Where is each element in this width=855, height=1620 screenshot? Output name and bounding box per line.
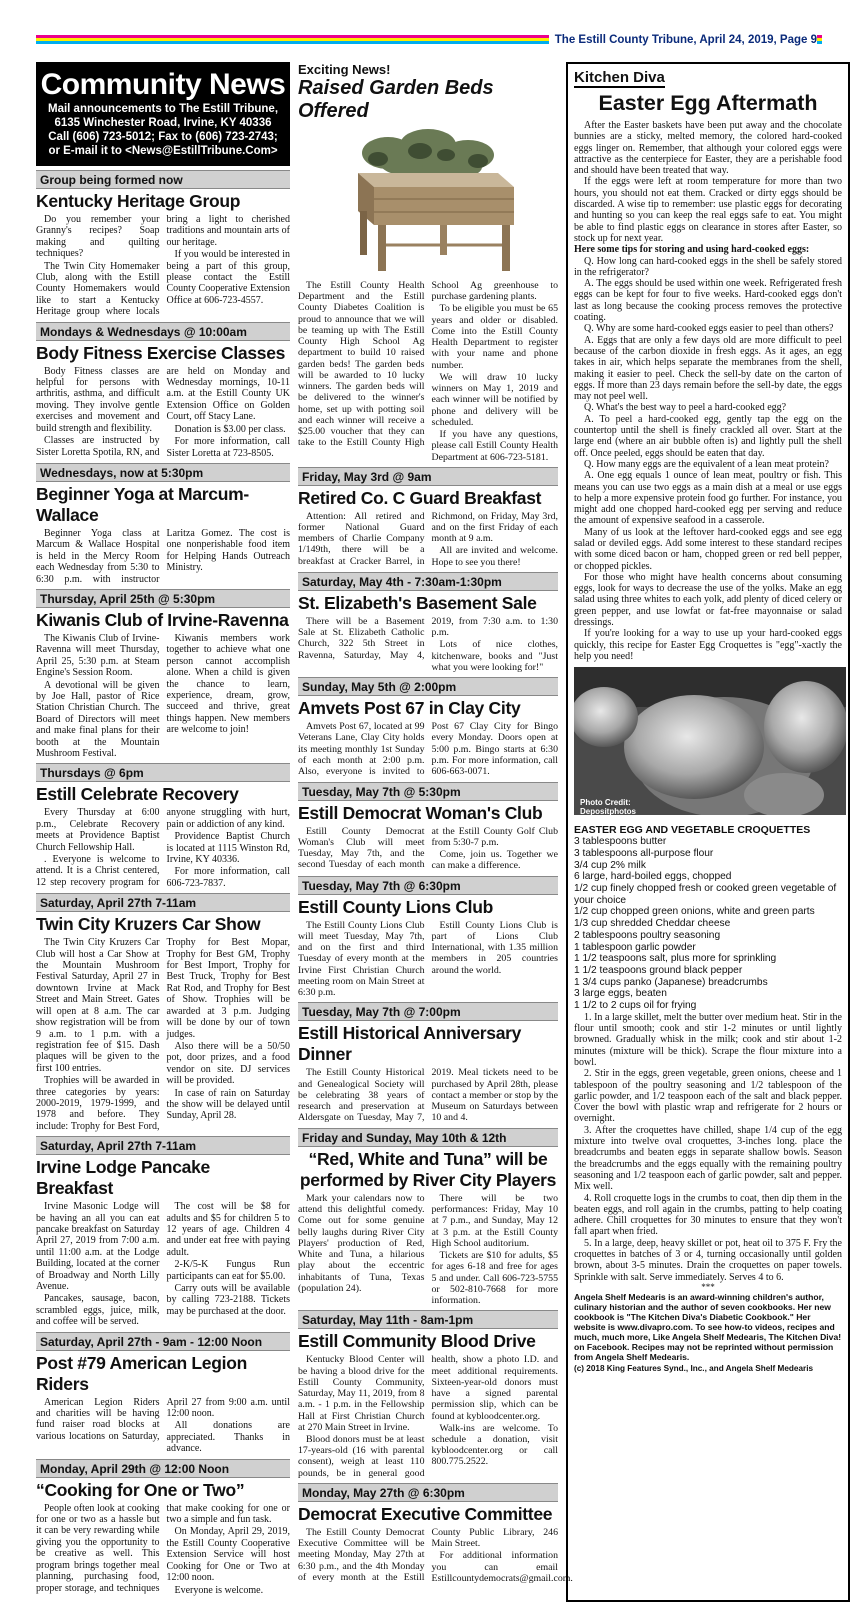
story-paragraph: Come, join us. Together we can make a difference. xyxy=(431,849,558,872)
left-column xyxy=(36,62,290,1596)
news-story xyxy=(298,1002,558,1124)
story-headline: Kiwanis Club of Irvine-Ravenna xyxy=(36,609,289,630)
story-headline: Kentucky Heritage Group xyxy=(36,191,241,211)
news-story xyxy=(36,589,290,759)
masthead-address-line: Mail announcements to The Estill Tribune, xyxy=(47,103,279,115)
raised-garden-bed-photo xyxy=(328,125,528,277)
garden-story xyxy=(298,62,558,463)
story-body xyxy=(298,1526,573,1584)
story-paragraph: Mark your calendars now to attend this delightful comedy. Come out for some genuine belly laughs during River City Players' production of Red, White and Tuna, a hilarious play about the eccentric inhabitants of Tuna, Texas (population 24). xyxy=(298,1193,425,1294)
story-paragraph: The Kiwanis Club of Irvine-Ravenna will meet Thursday, April 25, 5:30 p.m. at Steam Engine's Session Room. xyxy=(36,632,160,679)
news-story xyxy=(298,876,558,999)
left-column-stories xyxy=(36,170,290,1596)
ingredient-item: 3 tablespoons all-purpose flour xyxy=(574,847,714,859)
story-date-bar: Monday, May 27th @ 6:30pm xyxy=(298,1483,558,1502)
kitchen-paragraph: A. Eggs that are only a few days old are more difficult to peel because of the carbon dioxide in fresh eggs. As it ages, an egg takes in air, which helps separate the membranes from the shell, making it easier to peel. Check the sell-by date on the carton of eggs. If more than 23 days remain before the sell-by date, the eggs may not peel well. xyxy=(574,334,842,403)
story-body xyxy=(298,826,558,872)
story-body xyxy=(36,214,290,318)
recipe-step: 1. In a large skillet, melt the butter over medium heat. Stir in the flour until smooth; cook and stir 1-2 minutes or until lightly browned. Gradually whisk in the milk; cook and stir about 1-2 minutes (mixture will be thick). Scrape the flour mixture into a bowl. xyxy=(574,1011,842,1068)
story-paragraph: Also there will be a 50/50 pot, door prizes, and a food vendor on site. DJ services will be provided. xyxy=(166,1040,290,1087)
story-paragraph: On Monday, April 29, 2019, the Estill County Cooperative Extension Service will host Cooking for One or Two at 12:00 noon. xyxy=(166,1526,290,1584)
news-story xyxy=(298,1310,558,1479)
kitchen-paragraph: After the Easter baskets have been put away and the chocolate bunnies are a sticky, melted memory, the colored hard-cooked eggs linger on. Remember, that although your colored eggs were attractive as the centerpiece for Easter, they are a perishable food and should have been treated that way. xyxy=(574,120,842,177)
story-paragraph: People often look at cooking for one or two as a hassle but it can be very rewarding while giving you the opportunity to be creative as well. This program brings together meal planning, purchasing food, proper storage, and techniques that make cooking for one or two a simple and fun task. xyxy=(36,1502,290,1594)
story-paragraph: The cost will be $8 for adults and $5 for children 5 to 12 years of age. Children 4 and under eat free with paying adult. xyxy=(166,1201,290,1258)
garden-headline: Raised Garden Beds Offered xyxy=(298,77,494,122)
story-paragraph: If you have any questions, please call Estill County Health Department at 606-723-5181. xyxy=(431,429,558,463)
ingredient-item: 1/2 cup chopped green onions, white and green parts xyxy=(574,906,815,918)
ingredient-item: 6 large, hard-boiled eggs, chopped xyxy=(574,871,732,883)
story-paragraph: The Estill County Health Department and the Estill County Diabetes Coalition is proud to announce that we will be teaming up with The Estill County High School Ag department to build 10 raised garden beds! The garden beds will be awarded to 10 lucky winners. The garden beds will be delivered to the winner's home, set up with potting soil and each winner will receive a $25.00 voucher that they can take to the Estill County High School Ag greenhouse to purchase gardening plants. xyxy=(298,280,558,449)
ingredient-item: 1/2 cup finely chopped fresh or cooked green vegetable of your choice xyxy=(574,883,837,906)
recipe-steps xyxy=(574,1012,842,1283)
ingredient-item: 1 1/2 teaspoons ground black pepper xyxy=(574,964,743,976)
kitchen-diva-box xyxy=(566,62,850,1602)
story-paragraph: Kentucky Blood Center will be having a blood drive for the Estill County Community, Saturday, May 11, 2019, from 8 a.m. - 1 p.m. in the Fellowship Hall at First Christian Church at 270 Main Street in Irvine. xyxy=(298,1354,425,1433)
story-paragraph: The Twin City Kruzers Car Club will host a Car Show at the Mountain Mushroom Festival Saturday, April 27 in downtown Irvine at Mack Street and Main Street. Gates will open at 8 a.m. The car show registration will be from 9 a.m. to 1 p.m. with a registration fee of $15. Dash plaques will be given to the first 100 entries. xyxy=(36,937,160,1074)
story-body xyxy=(36,366,290,459)
story-headline: Twin City Kruzers Car Show xyxy=(36,914,261,935)
kitchen-body xyxy=(574,120,842,662)
story-date-bar: Monday, April 29th @ 12:00 Noon xyxy=(36,1459,290,1478)
story-headline: Beginner Yoga at Marcum-Wallace xyxy=(36,483,249,525)
story-headline: “Red, White and Tuna” will be performed by River City Players xyxy=(299,1149,557,1191)
story-paragraph: All are invited and welcome. Hope to see you there! xyxy=(431,545,558,568)
story-paragraph: The Estill County Democrat Executive Committee will be meeting Monday, May 27th at 6:30 p.m., and the 4th Monday of every month at the Estill County Public Library, 246 Main Street. xyxy=(298,1526,558,1583)
story-paragraph: Do you remember your Granny's recipes? Soap making and quilting techniques? xyxy=(36,214,160,260)
news-story xyxy=(36,1459,290,1596)
story-paragraph: Kiwanis members work together to achieve what one person cannot accomplish alone. When a child is given the chance to learn, experience, dream, grow, succeed and thrive, great things happen. New members are welcome to join! xyxy=(166,632,290,736)
story-paragraph: Providence Baptist Church is located at 1115 Winston Rd, Irvine, KY 40336. xyxy=(166,831,290,866)
author-bio: Angela Shelf Medearis is an award-winning children's author, culinary historian and the author of seven cookbooks. Her new cookbook is "The Kitchen Diva's Diabetic Cookbook." Her website is www.divapro.com. To see how-to videos, recipes and much, much more, Like Angela Shelf Medearis, The Kitchen Diva! on Facebook. Recipes may not be reprinted without permission from Angela Shelf Medearis. xyxy=(574,1291,842,1362)
story-headline: Retired Co. C Guard Breakfast xyxy=(298,487,542,508)
story-date-bar: Saturday, May 4th - 7:30am-1:30pm xyxy=(298,572,558,591)
story-paragraph: Trophies will be awarded in three categories by years: 2000-2019, 1979-1999, and 1978 and before. They include: Trophy for Best Ford, Trophy for Best Mopar, Trophy for Best GM, Trophy for Best Import, Trophy for Best Truck, Trophy for Best Rat Rod, and Trophy for Best of Show. Trophies will be awarded at 3 p.m. Judging will be done by our of town judges. xyxy=(36,937,290,1132)
photo-credit-line: Photo Credit: xyxy=(580,798,631,808)
kitchen-diva-label: Kitchen Diva xyxy=(574,69,665,86)
story-paragraph: Classes are instructed by Sister Loretta Spotila, RN, and are held on Monday and Wednesday mornings, 10-11 a.m. at the Estill County UK Extension Office on Golden Court, off Stacy Lane. xyxy=(36,365,290,458)
masthead-title: Community News xyxy=(40,68,286,101)
story-paragraph: There will be two performances: Friday, May 10 at 7 p.m., and Sunday, May 12 at 3 p.m. at the Estill County High School auditorium. xyxy=(431,1193,558,1249)
story-date-bar: Tuesday, May 7th @ 6:30pm xyxy=(298,876,558,895)
story-headline: Estill Community Blood Drive xyxy=(298,1331,536,1352)
story-date-bar: Friday and Sunday, May 10th & 12th xyxy=(298,1128,558,1147)
community-news-masthead xyxy=(36,62,290,166)
story-paragraph: To be eligible you must be 65 years and older or disabled. Come into the Estill County Health Department to register with your name and phone number. xyxy=(431,303,558,371)
kitchen-paragraph: If you're looking for a way to use up your hard-cooked eggs quickly, this recipe for Easter Egg Croquettes is "egg"-xactly the help you need! xyxy=(574,628,842,662)
story-paragraph: Irvine Masonic Lodge will be having an all you can eat pancake breakfast on Saturday April 27, 2019 from 7:00 a.m. until 11:00 a.m. at the Lodge Building, located at the corner of Broadway and North Lilly Avenue. xyxy=(36,1201,160,1292)
kitchen-paragraph: If the eggs were left at room temperature for more than two hours, you should not eat them. Cracked or dirty eggs should be discarded. A wise tip to remember: use plastic eggs for decorating and hunting so you can keep the real eggs safe to eat. You might be able to find plastic eggs on clearance in stores after Easter, so stock up for next year. xyxy=(574,176,842,244)
story-paragraph: For additional information you can email Estillcountydemocrats@gmail.com. xyxy=(431,1550,573,1584)
news-story xyxy=(298,1128,558,1306)
news-story xyxy=(36,170,290,318)
story-headline: Irvine Lodge Pancake Breakfast xyxy=(36,1157,210,1199)
ingredient-item: 3 tablespoons butter xyxy=(574,836,667,848)
story-body xyxy=(36,1201,290,1327)
story-paragraph: Pancakes, sausage, bacon, scrambled eggs, juice, milk, and coffee will be served. xyxy=(36,1293,160,1328)
news-story xyxy=(298,1483,573,1584)
story-paragraph: We will draw 10 lucky winners on May 1, 2019 and each winner will be notified by phone and delivery will be scheduled. xyxy=(431,371,558,428)
kitchen-paragraph: Q. What's the best way to peel a hard-cooked egg? xyxy=(584,402,787,414)
story-headline: Democrat Executive Committee xyxy=(298,1503,553,1524)
story-date-bar: Friday, May 3rd @ 9am xyxy=(298,467,558,486)
story-headline: “Cooking for One or Two” xyxy=(36,1479,245,1500)
news-story xyxy=(36,893,290,1132)
masthead-email-line: or E-mail it to <News@EstillTribune.Com> xyxy=(48,145,278,157)
story-paragraph: Walk-ins are welcome. To schedule a donation, visit kybloodcenter.org or call 800.775.2522. xyxy=(431,1422,558,1468)
news-story xyxy=(298,677,558,778)
story-date-bar: Group being formed now xyxy=(36,170,290,189)
story-paragraph: Estill County Lions Club is part of Lions Club International, with 1.35 million members in 205 countries around the world. xyxy=(431,919,558,976)
story-paragraph: The Estill County Lions Club will meet Tuesday, May 7th, and on the first and third Tuesday of every month at the Irvine First Christian Church meeting room on Main Street at 6:30 p.m. xyxy=(298,919,425,999)
tips-heading: Here some tips for storing and using hard-cooked eggs: xyxy=(574,244,810,256)
masthead-address-line: 6135 Winchester Road, Irvine, KY 40336 xyxy=(54,117,272,129)
story-paragraph: Body Fitness classes are helpful for persons with arthritis, asthma, and difficult moving. They involve gentle exercises and movement and build strength and flexibility. xyxy=(36,365,160,434)
news-story xyxy=(36,763,290,889)
story-headline: Post #79 American Legion Riders xyxy=(36,1352,247,1394)
story-paragraph: Everyone is welcome. xyxy=(174,1584,264,1596)
story-paragraph: All donations are appreciated. Thanks in advance. xyxy=(166,1420,290,1455)
page-folio: The Estill County Tribune, April 24, 2019, Page 9 xyxy=(549,34,817,46)
news-story xyxy=(36,1332,290,1455)
story-body xyxy=(298,1354,558,1479)
story-headline: Estill Democrat Woman's Club xyxy=(298,802,543,823)
story-paragraph: 2-K/5-K Fungus Run participants can eat for $5.00. xyxy=(166,1259,290,1282)
story-paragraph: American Legion Riders and charities will be having fund raiser road blocks at various locations on Saturday, April 27 from 9:00 a.m. until 12:00 noon. xyxy=(36,1396,290,1442)
kitchen-paragraph: Many of us look at the leftover hard-cooked eggs and see egg salad or deviled eggs. Add some interest to these standard recipes with some diced bacon or ham, chopped green or red bell pepper, or chopped pickles. xyxy=(574,526,842,572)
story-paragraph: If you would be interested in being a part of this group, please contact the Estill County Cooperative Extension Office at 606-723-4557. xyxy=(166,249,290,306)
kitchen-paragraph: Q. How long can hard-cooked eggs in the shell be safely stored in the refrigerator? xyxy=(574,255,842,278)
story-body xyxy=(298,1193,558,1306)
story-headline: St. Elizabeth's Basement Sale xyxy=(298,592,537,613)
kitchen-headline: Easter Egg Aftermath xyxy=(598,91,818,115)
story-paragraph: Carry outs will be available by calling 723-2188. Tickets may be purchased at the door. xyxy=(166,1283,290,1317)
story-date-bar: Saturday, April 27th - 9am - 12:00 Noon xyxy=(36,1332,290,1351)
story-paragraph: Tickets are $10 for adults, $5 for ages 6-18 and free for ages 5 and under. Call 606-723-5755 or 502-810-7668 for more information. xyxy=(431,1250,558,1307)
recipe-step: 4. Roll croquette logs in the crumbs to coat, then dip them in the beaten eggs, and roll again in the crumbs, patting to help coating adhere. Chill croquettes for 30 minutes to ensure that they won't fall apart when fried. xyxy=(574,1192,842,1238)
story-headline: Estill Celebrate Recovery xyxy=(36,784,239,805)
story-date-bar: Saturday, May 11th - 8am-1pm xyxy=(298,1310,558,1329)
ingredient-item: 1 1/2 teaspoons salt, plus more for sprinkling xyxy=(574,953,777,965)
kitchen-paragraph: For those who might have health concerns about consuming eggs, look for ways to decrease the use of the yolks. Make an egg salad using three whites to each yolk, add plenty of diced celery or green pepper, and use lowfat or fat-free mayonnaise or salad dressings. xyxy=(574,571,842,629)
story-paragraph: Amvets Post 67, located at 99 Veterans Lane, Clay City holds its meeting monthly 1st Sunday of each month at 2:00 p.m. Also, everyone is invited to Post 67 Clay City for Bingo every Monday. Doors open at 5:00 p.m. Bingo starts at 6:30 p.m. For more information, call 606-663-0071. xyxy=(298,721,558,778)
story-body xyxy=(36,633,290,759)
ingredient-item: 1 1/2 to 2 cups oil for frying xyxy=(574,1000,697,1012)
story-date-bar: Wednesdays, now at 5:30pm xyxy=(36,463,290,482)
masthead-phone-line: Call (606) 723-5012; Fax to (606) 723-2743; xyxy=(48,131,278,143)
story-body xyxy=(36,528,290,585)
copyright-line: (c) 2018 King Features Synd., Inc., and Angela Shelf Medearis xyxy=(574,1363,814,1373)
recipe-step: 3. After the croquettes have chilled, shape 1/4 cup of the egg mixture into twelve oval croquettes, 3-inches long. place the breadcrumbs and beaten eggs in separate shallow bowls. Season the breadcrumbs and the eggs equally with the remaining poultry seasoning and 1/2 teaspoon each of garlic powder, salt and pepper. Mix well. xyxy=(574,1124,842,1193)
story-paragraph: In case of rain on Saturday the show will be delayed until Sunday, April 28. xyxy=(166,1087,290,1122)
story-paragraph: Donation is $3.00 per class. xyxy=(174,423,286,435)
story-date-bar: Tuesday, May 7th @ 5:30pm xyxy=(298,782,558,801)
ingredient-item: 3/4 cup 2% milk xyxy=(574,859,646,871)
ingredient-item: 1 tablespoon garlic powder xyxy=(574,941,696,953)
separator-stars: *** xyxy=(701,1281,715,1292)
news-story xyxy=(36,463,290,585)
story-paragraph: Attention: All retired and former National Guard members of Charlie Company 1/149th, there will be a breakfast at Cracker Barrel, in Richmond, on Friday, May 3rd, and on the first Friday of each month at 9 a.m. xyxy=(298,510,558,567)
story-headline: Amvets Post 67 in Clay City xyxy=(298,698,521,719)
ingredient-item: 1 3/4 cups panko (Japanese) breadcrumbs xyxy=(574,976,768,988)
story-body xyxy=(298,511,558,568)
story-body xyxy=(36,1503,290,1596)
right-column xyxy=(566,62,855,1602)
story-paragraph: Beginner Yoga class at Marcum & Wallace Hospital is held in the Mercy Room each Wednesday from 5:30 to 6:30 p.m. with instructor Laritza Gomez. The cost is one nonperishable food item for Helping Hands Outreach Ministry. xyxy=(36,527,290,585)
story-paragraph: For more information, call Sister Loretta at 723-8505. xyxy=(166,436,290,459)
story-body xyxy=(298,920,558,999)
story-paragraph: There will be a Basement Sale at St. Elizabeth Catholic Church, 322 5th Street in Ravenna, Saturday, May 4, 2019, from 7:30 a.m. to 1:30 p.m. xyxy=(298,615,558,661)
news-story xyxy=(298,572,558,673)
recipe-step: 2. Stir in the eggs, green vegetable, green onions, cheese and 1 tablespoon of the poultry seasoning and 1/2 tablespoon of the garlic powder, and 1/2 teaspoon each of the salt and black pepper. Cover the bowl with plastic wrap and refrigerate for 2 hours or overnight. xyxy=(574,1068,842,1125)
story-body xyxy=(36,937,290,1132)
kitchen-paragraph: A. The eggs should be used within one week. Refrigerated fresh eggs can be kept for four to five weeks. Hard-cooked eggs don't last as long because the cooking process removes the protective coating. xyxy=(574,278,842,324)
story-date-bar: Sunday, May 5th @ 2:00pm xyxy=(298,677,558,696)
recipe-title: EASTER EGG AND VEGETABLE CROQUETTES xyxy=(574,824,811,837)
story-paragraph: Blood donors must be at least 17-years-old (16 with parental consent), weigh at least 110 pounds, be in general good health, show a photo I.D. and meet additional requirements. Sixteen-year-old donors must have a signed parental permission slip, which can be found at kybloodcenter.org. xyxy=(298,1354,558,1479)
story-headline: Estill County Lions Club xyxy=(298,896,494,917)
news-story xyxy=(298,782,558,872)
news-story xyxy=(298,467,558,568)
story-paragraph: . Everyone is welcome to attend. It is a Christ centered, 12 step recovery program for anyone struggling with hurt, pain or addiction of any kind. xyxy=(36,807,290,888)
story-date-bar: Saturday, April 27th 7-11am xyxy=(36,893,290,912)
story-date-bar: Mondays & Wednesdays @ 10:00am xyxy=(36,322,290,341)
story-body xyxy=(298,721,558,778)
story-paragraph: Lots of nice clothes, kitchenware, books and "Just what you were looking for!" xyxy=(431,639,558,673)
croquettes-photo xyxy=(574,667,842,820)
story-headline: Body Fitness Exercise Classes xyxy=(36,342,286,363)
story-date-bar: Thursdays @ 6pm xyxy=(36,763,290,782)
story-body xyxy=(36,1397,290,1455)
story-body xyxy=(298,1067,558,1124)
garden-body xyxy=(298,280,558,463)
story-paragraph: For more information, call 606-723-7837. xyxy=(166,866,290,889)
story-date-bar: Tuesday, May 7th @ 7:00pm xyxy=(298,1002,558,1021)
middle-column-stories xyxy=(298,467,573,1584)
kitchen-paragraph: A. To peel a hard-cooked egg, gently tap the egg on the countertop until the shell is finely crackled all over. Start at the large end (where an air bubble often is) and lightly pull the shell off. Once peeled, eggs should be eaten that day. xyxy=(574,413,842,459)
story-date-bar: Saturday, April 27th 7-11am xyxy=(36,1136,290,1155)
kitchen-paragraph: Q. How many eggs are the equivalent of a lean meat protein? xyxy=(584,458,829,470)
ingredient-list xyxy=(574,836,842,1012)
recipe-step: 5. In a large, deep, heavy skillet or pot, heat oil to 375 F. Fry the croquettes in batches of 3 or 4, turning occasionally until golden brown, about 3-5 minutes. Drain the croquettes on paper towels. Sprinkle with salt. Serve immediately. Serves 4 to 6. xyxy=(574,1237,842,1283)
news-story xyxy=(36,1136,290,1327)
story-paragraph: A devotional will be given by Joe Hall, pastor of Rice Station Christian Church. The Board of Directors will meet and make final plans for their booth at the Mountain Mushroom Festival. xyxy=(36,679,160,759)
croquettes-image xyxy=(574,667,846,815)
story-paragraph: The Estill County Historical and Genealogical Society will be celebrating 38 years of research and preservation at Aldersgate on Tuesday, May 7, 2019. Meal tickets need to be purchased by April 28th, please contact a member or stop by the Museum on Saturdays between 10 and 4. xyxy=(298,1067,558,1124)
story-body xyxy=(36,807,290,889)
story-date-bar: Thursday, April 25th @ 5:30pm xyxy=(36,589,290,608)
photo-credit-line: Depositphotos xyxy=(580,807,636,817)
story-body xyxy=(298,616,558,673)
story-paragraph: The Twin City Homemaker Club, along with the Estill County Homemakers would like to start a Kentucky Heritage group where locals bring a light to cherished traditions and mountain arts of our heritage. xyxy=(36,214,290,318)
photo-credit xyxy=(580,798,636,816)
garden-kicker: Exciting News! xyxy=(298,62,391,77)
story-headline: Estill Historical Anniversary Dinner xyxy=(298,1023,522,1065)
story-paragraph: Estill County Democrat Woman's Club will meet Tuesday, May 7th, and the second Tuesday of each month at the Estill County Golf Club from 5:30-7 p.m. xyxy=(298,825,558,871)
story-paragraph: Every Thursday at 6:00 p.m., Celebrate Recovery meets at Providence Baptist Church Fellowship Hall. xyxy=(36,807,160,853)
middle-column xyxy=(298,62,573,1584)
news-story xyxy=(36,322,290,459)
kitchen-paragraph: A. One egg equals 1 ounce of lean meat, poultry or fish. This means you can use two eggs as a main dish at a meal or use eggs to help a more expensive protein food go further. For instance, you might add one chopped hard-cooked egg per serving and reduce the amount of expensive seafood in a casserole. xyxy=(574,470,842,527)
ingredient-item: 3 large eggs, beaten xyxy=(574,988,667,1000)
ingredient-item: 1/3 cup shredded Cheddar cheese xyxy=(574,918,731,930)
ingredient-item: 2 tablespoons poultry seasoning xyxy=(574,929,721,941)
kitchen-paragraph: Q. Why are some hard-cooked eggs easier to peel than others? xyxy=(584,323,834,335)
